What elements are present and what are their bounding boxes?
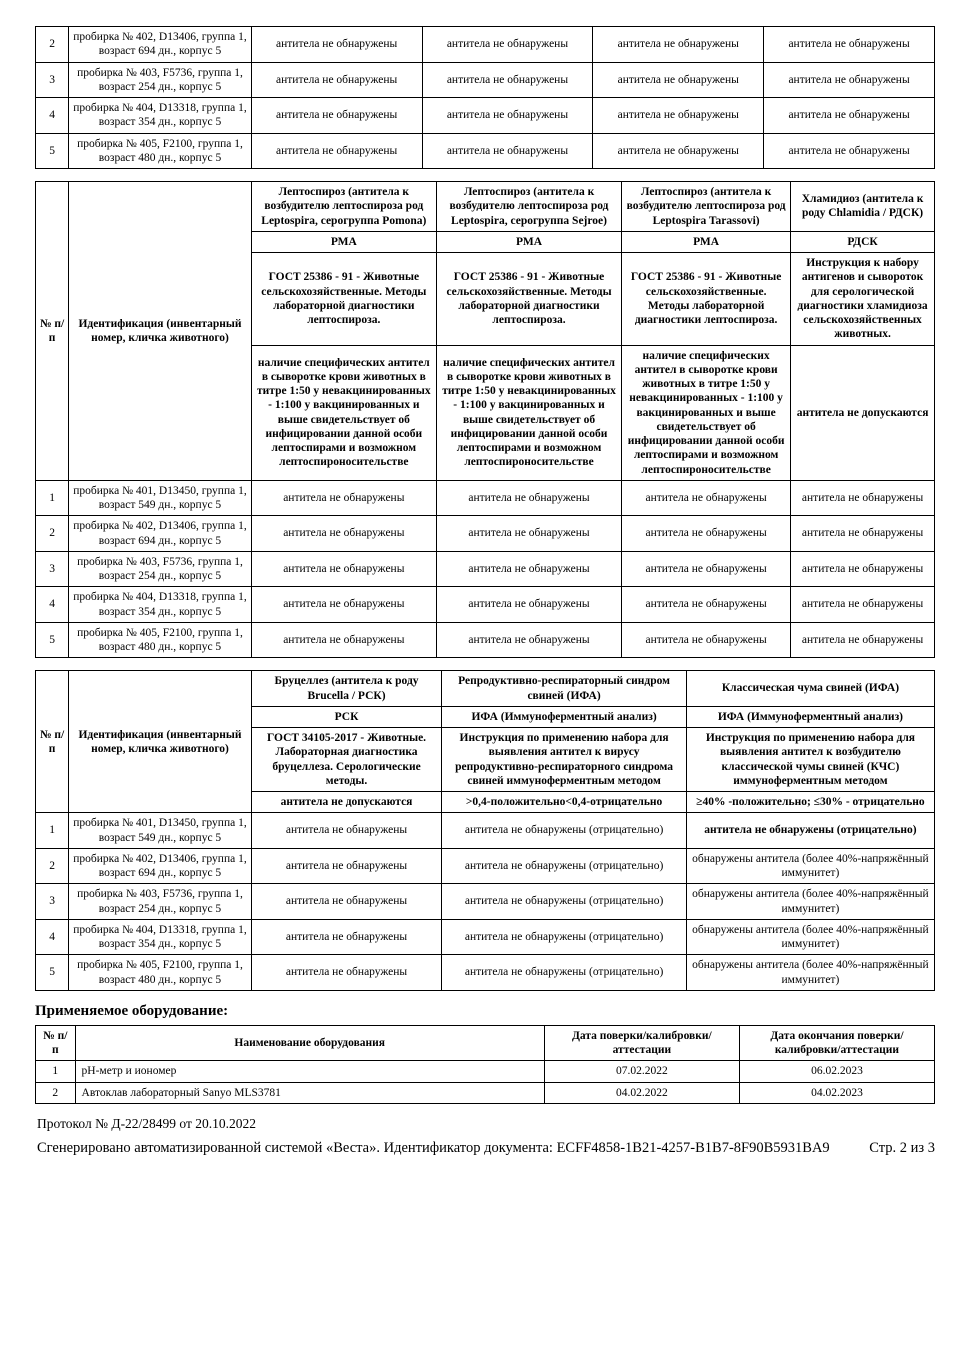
row-number-cell: 2: [36, 848, 69, 884]
method-header: РМА: [251, 231, 436, 252]
result-cell: антитела не обнаружены: [593, 98, 764, 134]
result-cell: антитела не обнаружены: [251, 587, 436, 623]
result-cell: антитела не обнаружены: [422, 62, 593, 98]
animal-id-cell: пробирка № 404, D13318, группа 1, возраст 354 дн., корпус 5: [69, 98, 252, 134]
result-cell: антитела не обнаружены: [251, 98, 422, 134]
table-row: [36, 848, 935, 884]
standard-header: Инструкция по применению набора для выявления антител к возбудителю классической чумы свиней (КЧС) иммуноферментным методом: [686, 728, 934, 792]
animal-id-cell: пробирка № 401, D13450, группа 1, возраст 549 дн., корпус 5: [69, 480, 251, 516]
test-name-header: Классическая чума свиней (ИФА): [686, 671, 934, 707]
row-number-cell: 5: [36, 955, 69, 991]
result-cell: антитела не обнаружены: [764, 62, 935, 98]
result-cell: антитела не обнаружены: [251, 919, 442, 955]
table-row: [36, 955, 935, 991]
method-header: ИФА (Иммуноферментный анализ): [686, 706, 934, 727]
result-cell: антитела не обнаружены: [791, 622, 935, 658]
result-cell: антитела не обнаружены: [791, 551, 935, 587]
standard-header: ГОСТ 34105-2017 - Животные. Лабораторная диагностика бруцеллеза. Серологические методы.: [251, 728, 442, 792]
equipment-table: [35, 1025, 935, 1104]
brucellosis-prrs-csf-table: [35, 670, 935, 991]
animal-id-cell: пробирка № 401, D13450, группа 1, возраст 549 дн., корпус 5: [69, 813, 251, 849]
criteria-header: наличие специфических антител в сыворотке крови животных в титре 1:50 у невакцинированных - 1:100 у вакцинированных и выше свидетельствует об инфицировании данной особи лептоспирами и возможном лептоспироносительстве: [251, 345, 436, 480]
criteria-header: ≥40% -положительно; ≤30% - отрицательно: [686, 792, 934, 813]
test-name-header: Лептоспироз (антитела к возбудителю лептоспироза род Leptospira Tarassovi): [622, 182, 791, 232]
result-cell: антитела не обнаружены: [622, 480, 791, 516]
generated-by-text: Сгенерировано автоматизированной системой «Веста». Идентификатор документа: ECFF4858-1B21-4257-B1B7-8F90B5931BA9: [37, 1139, 830, 1156]
method-header: ИФА (Иммуноферментный анализ): [442, 706, 687, 727]
table-row: [36, 516, 935, 552]
result-cell: антитела не обнаружены: [764, 27, 935, 63]
result-cell: обнаружены антитела (более 40%-напряжённый иммунитет): [686, 848, 934, 884]
standard-header: Инструкция к набору антигенов и сывороток для серологической диагностики хламидиоза сельскохозяйственных животных.: [791, 253, 935, 346]
equipment-row: [36, 1082, 935, 1103]
result-cell: антитела не обнаружены (отрицательно): [442, 848, 687, 884]
result-cell: антитела не обнаружены: [251, 27, 422, 63]
result-cell: антитела не обнаружены: [593, 27, 764, 63]
result-cell: обнаружены антитела (более 40%-напряжённый иммунитет): [686, 955, 934, 991]
animal-id-cell: пробирка № 404, D13318, группа 1, возраст 354 дн., корпус 5: [69, 587, 251, 623]
result-cell: антитела не обнаружены (отрицательно): [442, 884, 687, 920]
table-row: [36, 813, 935, 849]
result-cell: антитела не обнаружены: [622, 622, 791, 658]
method-header: РСК: [251, 706, 442, 727]
result-cell: антитела не обнаружены: [622, 516, 791, 552]
result-cell: антитела не обнаружены: [593, 62, 764, 98]
criteria-header: >0,4-положительно<0,4-отрицательно: [442, 792, 687, 813]
row-number-cell: 2: [36, 1082, 76, 1103]
table-row: [36, 27, 935, 63]
result-cell: антитела не обнаружены: [251, 622, 436, 658]
criteria-header: антитела не допускаются: [791, 345, 935, 480]
result-cell: антитела не обнаружены: [251, 955, 442, 991]
method-header: РМА: [436, 231, 621, 252]
result-cell: антитела не обнаружены: [422, 27, 593, 63]
animal-id-cell: пробирка № 405, F2100, группа 1, возраст 480 дн., корпус 5: [69, 133, 252, 169]
animal-id-cell: пробирка № 402, D13406, группа 1, возраст 694 дн., корпус 5: [69, 27, 252, 63]
result-cell: антитела не обнаружены: [251, 480, 436, 516]
header-row-test-names: [36, 671, 935, 707]
animal-id-cell: пробирка № 405, F2100, группа 1, возраст 480 дн., корпус 5: [69, 622, 251, 658]
row-number-cell: 2: [36, 516, 69, 552]
result-cell: антитела не обнаружены: [593, 133, 764, 169]
table-row: [36, 133, 935, 169]
result-cell: антитела не обнаружены: [251, 848, 442, 884]
animal-id-cell: пробирка № 403, F5736, группа 1, возраст 254 дн., корпус 5: [69, 551, 251, 587]
table-row: [36, 98, 935, 134]
equipment-name-header: Наименование оборудования: [75, 1025, 544, 1061]
num-header: № п/п: [36, 1025, 76, 1061]
result-cell: антитела не обнаружены (отрицательно): [686, 813, 934, 849]
equipment-header-row: [36, 1025, 935, 1061]
leptospirosis-chlamydia-table: [35, 181, 935, 658]
result-cell: антитела не обнаружены: [436, 480, 621, 516]
row-number-cell: 4: [36, 98, 69, 134]
result-cell: антитела не обнаружены (отрицательно): [442, 955, 687, 991]
row-number-cell: 1: [36, 813, 69, 849]
num-header: № п/п: [36, 671, 69, 813]
animal-id-cell: пробирка № 405, F2100, группа 1, возраст 480 дн., корпус 5: [69, 955, 251, 991]
row-number-cell: 3: [36, 884, 69, 920]
table-row: [36, 919, 935, 955]
result-cell: антитела не обнаружены: [251, 62, 422, 98]
result-cell: антитела не обнаружены: [251, 813, 442, 849]
calibration-date-cell: 04.02.2022: [544, 1082, 739, 1103]
calibration-date-header: Дата поверки/калибровки/аттестации: [544, 1025, 739, 1061]
standard-header: Инструкция по применению набора для выявления антител к вирусу репродуктивно-респираторного синдрома свиней иммуноферментным методом: [442, 728, 687, 792]
calibration-end-date-header: Дата окончания поверки/калибровки/аттестации: [739, 1025, 934, 1061]
document-footer: [37, 1140, 935, 1157]
table-row: [36, 62, 935, 98]
animal-id-cell: пробирка № 402, D13406, группа 1, возраст 694 дн., корпус 5: [69, 848, 251, 884]
animal-id-cell: пробирка № 404, D13318, группа 1, возраст 354 дн., корпус 5: [69, 919, 251, 955]
table-row: [36, 480, 935, 516]
result-cell: антитела не обнаружены: [436, 551, 621, 587]
result-cell: антитела не обнаружены: [622, 551, 791, 587]
result-cell: антитела не обнаружены: [791, 587, 935, 623]
animal-id-cell: пробирка № 402, D13406, группа 1, возраст 694 дн., корпус 5: [69, 516, 251, 552]
standard-header: ГОСТ 25386 - 91 - Животные сельскохозяйственные. Методы лабораторной диагностики лептоспироза.: [622, 253, 791, 346]
criteria-header: наличие специфических антител в сыворотке крови животных в титре 1:50 у невакцинированных - 1:100 у вакцинированных и выше свидетельствует об инфицировании данной особи лептоспирами и возможном лептоспироносительстве: [436, 345, 621, 480]
equipment-heading: Применяемое оборудование:: [35, 1002, 229, 1019]
result-cell: антитела не обнаружены: [764, 133, 935, 169]
standard-header: ГОСТ 25386 - 91 - Животные сельскохозяйственные. Методы лабораторной диагностики лептоспироза.: [436, 253, 621, 346]
identification-header: Идентификация (инвентарный номер, кличка животного): [69, 671, 251, 813]
method-header: РДСК: [791, 231, 935, 252]
equipment-row: [36, 1061, 935, 1082]
calibration-date-cell: 07.02.2022: [544, 1061, 739, 1082]
standard-header: ГОСТ 25386 - 91 - Животные сельскохозяйственные. Методы лабораторной диагностики лептоспироза.: [251, 253, 436, 346]
animal-id-cell: пробирка № 403, F5736, группа 1, возраст 254 дн., корпус 5: [69, 884, 251, 920]
row-number-cell: 5: [36, 622, 69, 658]
table-row: [36, 884, 935, 920]
row-number-cell: 3: [36, 62, 69, 98]
num-header: № п/п: [36, 182, 69, 481]
row-number-cell: 5: [36, 133, 69, 169]
test-name-header: Лептоспироз (антитела к возбудителю лептоспироза род Leptospira, серогруппа Pomona): [251, 182, 436, 232]
identification-header: Идентификация (инвентарный номер, кличка животного): [69, 182, 251, 481]
result-cell: антитела не обнаружены (отрицательно): [442, 813, 687, 849]
header-row-test-names: [36, 182, 935, 232]
table-row: [36, 551, 935, 587]
test-name-header: Бруцеллез (антитела к роду Brucella / РСК): [251, 671, 442, 707]
row-number-cell: 3: [36, 551, 69, 587]
result-cell: антитела не обнаружены: [251, 516, 436, 552]
result-cell: антитела не обнаружены: [622, 587, 791, 623]
row-number-cell: 1: [36, 1061, 76, 1082]
test-name-header: Хламидиоз (антитела к роду Chlamidia / РДСК): [791, 182, 935, 232]
result-cell: антитела не обнаружены: [791, 480, 935, 516]
test-name-header: Репродуктивно-респираторный синдром свиней (ИФА): [442, 671, 687, 707]
page-number: Стр. 2 из 3: [869, 1139, 935, 1156]
result-cell: антитела не обнаружены: [422, 133, 593, 169]
calibration-end-date-cell: 04.02.2023: [739, 1082, 934, 1103]
result-cell: антитела не обнаружены: [436, 622, 621, 658]
result-cell: антитела не обнаружены: [422, 98, 593, 134]
criteria-header: наличие специфических антител в сыворотке крови животных в титре 1:50 у невакцинированных - 1:100 у вакцинированных и выше свидетельствует об инфицировании данной особи лептоспирами и возможном лептоспироносительстве: [622, 345, 791, 480]
result-cell: антитела не обнаружены: [791, 516, 935, 552]
row-number-cell: 1: [36, 480, 69, 516]
result-cell: антитела не обнаружены: [436, 516, 621, 552]
criteria-header: антитела не допускаются: [251, 792, 442, 813]
table-row: [36, 622, 935, 658]
result-cell: антитела не обнаружены (отрицательно): [442, 919, 687, 955]
result-cell: антитела не обнаружены: [251, 884, 442, 920]
calibration-end-date-cell: 06.02.2023: [739, 1061, 934, 1082]
test-name-header: Лептоспироз (антитела к возбудителю лептоспироза род Leptospira, серогруппа Sejroe): [436, 182, 621, 232]
row-number-cell: 4: [36, 919, 69, 955]
row-number-cell: 2: [36, 27, 69, 63]
result-cell: антитела не обнаружены: [764, 98, 935, 134]
table-row: [36, 587, 935, 623]
method-header: РМА: [622, 231, 791, 252]
result-cell: антитела не обнаружены: [251, 133, 422, 169]
equipment-name-cell: Автоклав лабораторный Sanyo MLS3781: [75, 1082, 544, 1103]
result-cell: антитела не обнаружены: [436, 587, 621, 623]
serology-table-continuation: [35, 26, 935, 169]
result-cell: антитела не обнаружены: [251, 551, 436, 587]
equipment-name-cell: pH-метр и иономер: [75, 1061, 544, 1082]
result-cell: обнаружены антитела (более 40%-напряжённый иммунитет): [686, 919, 934, 955]
row-number-cell: 4: [36, 587, 69, 623]
result-cell: обнаружены антитела (более 40%-напряжённый иммунитет): [686, 884, 934, 920]
protocol-number: Протокол № Д-22/28499 от 20.10.2022: [37, 1115, 257, 1131]
animal-id-cell: пробирка № 403, F5736, группа 1, возраст 254 дн., корпус 5: [69, 62, 252, 98]
